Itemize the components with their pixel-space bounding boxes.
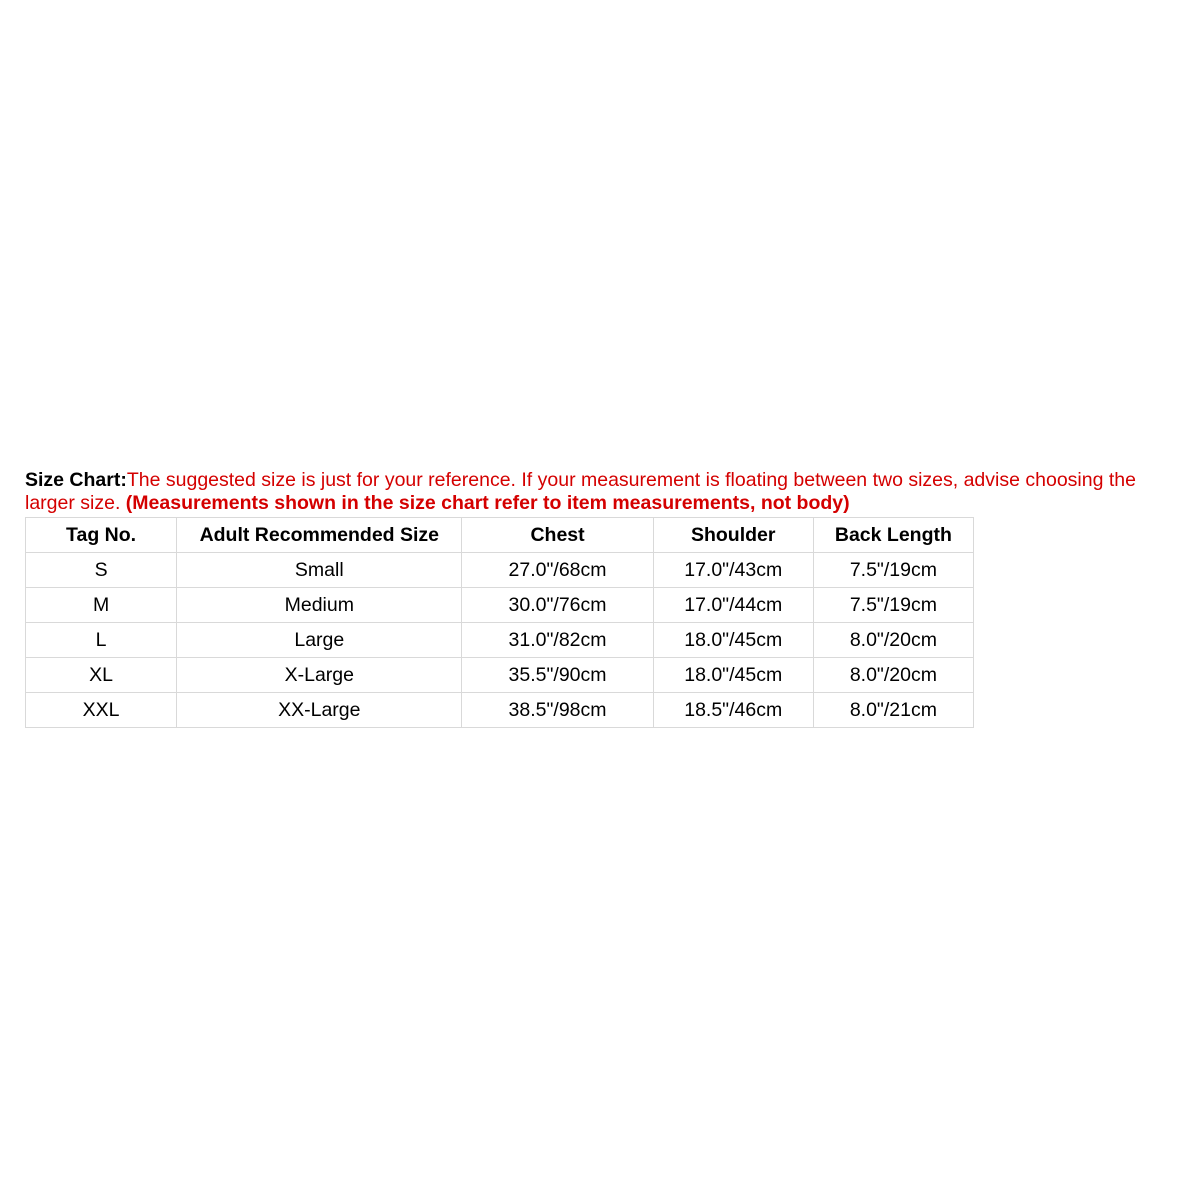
size-reference-note: The suggested size is just for your reference. If your measurement is floating between two sizes, advise choosing the larger size. — [25, 469, 1136, 514]
header-chest: Chest — [462, 518, 653, 553]
table-row — [26, 623, 974, 658]
cell-shoulder: 18.5"/46cm — [653, 693, 813, 728]
table-row — [26, 658, 974, 693]
cell-adult-size: Medium — [177, 588, 462, 623]
cell-tag-no: XXL — [26, 693, 177, 728]
cell-shoulder: 17.0"/43cm — [653, 553, 813, 588]
header-back-length: Back Length — [813, 518, 973, 553]
cell-tag-no: S — [26, 553, 177, 588]
header-shoulder: Shoulder — [653, 518, 813, 553]
cell-back-length: 7.5"/19cm — [813, 588, 973, 623]
cell-chest: 31.0"/82cm — [462, 623, 653, 658]
cell-back-length: 8.0"/21cm — [813, 693, 973, 728]
cell-tag-no: L — [26, 623, 177, 658]
header-tag-no: Tag No. — [26, 518, 177, 553]
cell-shoulder: 18.0"/45cm — [653, 658, 813, 693]
size-chart-label: Size Chart — [25, 469, 121, 491]
cell-back-length: 8.0"/20cm — [813, 623, 973, 658]
cell-tag-no: M — [26, 588, 177, 623]
table-row — [26, 588, 974, 623]
size-chart-separator: : — [120, 469, 127, 491]
table-row — [26, 693, 974, 728]
cell-shoulder: 17.0"/44cm — [653, 588, 813, 623]
cell-adult-size: XX-Large — [177, 693, 462, 728]
size-chart-intro — [25, 469, 1185, 515]
cell-back-length: 7.5"/19cm — [813, 553, 973, 588]
cell-chest: 27.0"/68cm — [462, 553, 653, 588]
measurement-disclaimer: (Measurements shown in the size chart refer to item measurements, not body) — [125, 492, 850, 514]
cell-adult-size: Large — [177, 623, 462, 658]
cell-chest: 35.5"/90cm — [462, 658, 653, 693]
cell-chest: 38.5"/98cm — [462, 693, 653, 728]
header-adult-recommended-size: Adult Recommended Size — [177, 518, 462, 553]
cell-back-length: 8.0"/20cm — [813, 658, 973, 693]
table-header-row — [26, 518, 974, 553]
table-row — [26, 553, 974, 588]
cell-shoulder: 18.0"/45cm — [653, 623, 813, 658]
size-table — [25, 517, 974, 728]
cell-adult-size: Small — [177, 553, 462, 588]
size-chart — [25, 469, 1185, 728]
cell-adult-size: X-Large — [177, 658, 462, 693]
cell-tag-no: XL — [26, 658, 177, 693]
cell-chest: 30.0"/76cm — [462, 588, 653, 623]
